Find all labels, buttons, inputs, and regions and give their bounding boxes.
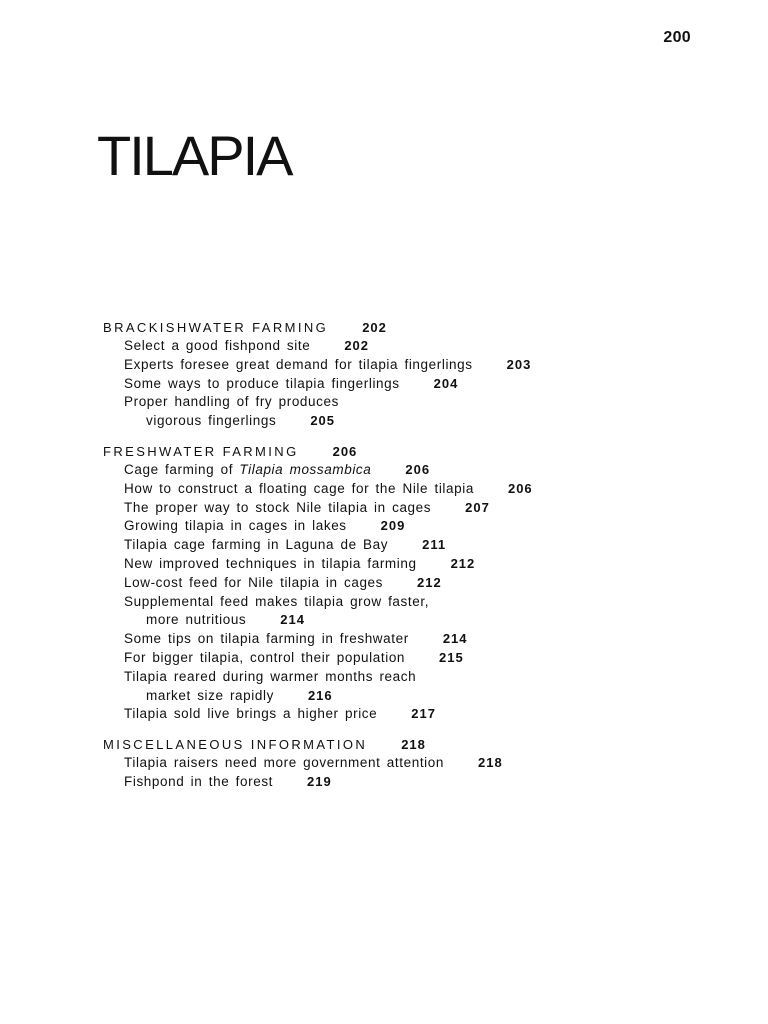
section-heading[interactable] xyxy=(103,442,683,461)
section-page-number: 202 xyxy=(362,320,387,335)
toc-entry[interactable] xyxy=(103,480,683,499)
toc-entry[interactable] xyxy=(103,593,683,631)
toc-entry-page: 204 xyxy=(433,375,459,391)
toc-entry-text: Proper handling of fry produces xyxy=(124,394,339,410)
toc-entry-page: 218 xyxy=(478,755,503,771)
toc-entry-page: 207 xyxy=(465,499,490,515)
toc-entry-text-cont: vigorous fingerlings xyxy=(146,413,277,429)
toc-entry[interactable] xyxy=(103,668,683,706)
toc-entry-text: How to construct a floating cage for the Nile tilapia xyxy=(124,480,474,496)
toc-section-freshwater xyxy=(103,442,683,724)
section-heading[interactable] xyxy=(103,318,683,337)
toc-entry[interactable] xyxy=(103,536,683,555)
toc-entry[interactable] xyxy=(103,499,683,518)
toc-entry-page: 212 xyxy=(450,555,476,571)
toc-entry[interactable] xyxy=(103,754,683,773)
toc-entry-page: 219 xyxy=(307,773,332,789)
toc-entry[interactable] xyxy=(103,574,683,593)
section-page-number: 218 xyxy=(401,737,426,753)
toc-entry-text: For bigger tilapia, control their population xyxy=(124,649,406,665)
toc-entry[interactable] xyxy=(103,393,683,431)
toc-entry-species: Tilapia mossambica xyxy=(239,461,372,477)
toc-entry[interactable] xyxy=(103,649,683,668)
toc-entry-page: 214 xyxy=(442,631,468,647)
toc-entry[interactable] xyxy=(103,630,683,649)
toc-entry[interactable] xyxy=(103,356,683,375)
section-heading[interactable] xyxy=(103,735,683,754)
section-page-number: 206 xyxy=(332,443,358,459)
toc-entry-text: Tilapia sold live brings a higher price xyxy=(124,706,378,722)
toc-entry-page: 206 xyxy=(507,480,533,496)
toc-entry-text: Tilapia reared during warmer months reach xyxy=(124,668,417,684)
toc-entry[interactable] xyxy=(103,555,683,574)
toc-entry[interactable] xyxy=(103,337,683,356)
toc-entry-text: Experts foresee great demand for tilapia fingerlings xyxy=(124,356,473,372)
section-heading-text: BRACKISHWATER FARMING xyxy=(103,320,329,335)
toc-entry-text: Growing tilapia in cages in lakes xyxy=(124,518,347,534)
toc-entry[interactable] xyxy=(103,461,683,480)
toc-entry-page: 211 xyxy=(422,537,447,553)
toc-entry-text: Some ways to produce tilapia fingerlings xyxy=(124,375,400,391)
toc-entry-page: 215 xyxy=(439,649,464,665)
toc-entry-text: Supplemental feed makes tilapia grow faster, xyxy=(124,593,430,609)
toc-entry-text: Fishpond in the forest xyxy=(124,773,274,789)
section-heading-text: FRESHWATER FARMING xyxy=(103,443,299,459)
toc-entry-page: 217 xyxy=(411,706,436,722)
toc-entry[interactable] xyxy=(103,773,683,792)
table-of-contents xyxy=(103,318,683,803)
toc-entry-page: 206 xyxy=(405,461,431,477)
toc-entry[interactable] xyxy=(103,705,683,724)
chapter-title: TILAPIA xyxy=(97,124,292,187)
toc-entry-page: 212 xyxy=(417,574,442,590)
toc-entry[interactable] xyxy=(103,375,683,394)
toc-entry-text: New improved techniques in tilapia farming xyxy=(124,555,417,571)
toc-section-miscellaneous xyxy=(103,735,683,792)
toc-entry-text: Low-cost feed for Nile tilapia in cages xyxy=(124,574,384,590)
toc-entry-text-cont: market size rapidly xyxy=(146,687,274,703)
page-number: 200 xyxy=(663,29,691,46)
toc-entry-text: Cage farming of xyxy=(124,461,240,477)
toc-entry-text: Tilapia cage farming in Laguna de Bay xyxy=(124,537,389,553)
toc-entry-page: 205 xyxy=(310,413,336,429)
toc-entry-page: 214 xyxy=(280,612,305,628)
toc-entry-text: Some tips on tilapia farming in freshwater xyxy=(124,631,409,647)
toc-entry-continuation xyxy=(124,611,683,630)
toc-entry-text: The proper way to stock Nile tilapia in cages xyxy=(124,499,432,515)
toc-entry-page: 209 xyxy=(380,518,406,534)
toc-entry-text-cont: more nutritious xyxy=(146,612,247,628)
toc-entry-continuation xyxy=(124,412,683,431)
toc-entry-page: 202 xyxy=(344,338,370,353)
section-heading-text: MISCELLANEOUS INFORMATION xyxy=(103,737,368,753)
toc-entry-page: 203 xyxy=(506,356,532,372)
toc-entry-continuation xyxy=(124,687,683,706)
toc-section-brackishwater xyxy=(103,318,683,431)
toc-entry-page: 216 xyxy=(307,687,333,703)
toc-entry-text: Tilapia raisers need more government attention xyxy=(124,755,444,771)
toc-entry-text: Select a good fishpond site xyxy=(124,338,311,353)
toc-entry[interactable] xyxy=(103,517,683,536)
